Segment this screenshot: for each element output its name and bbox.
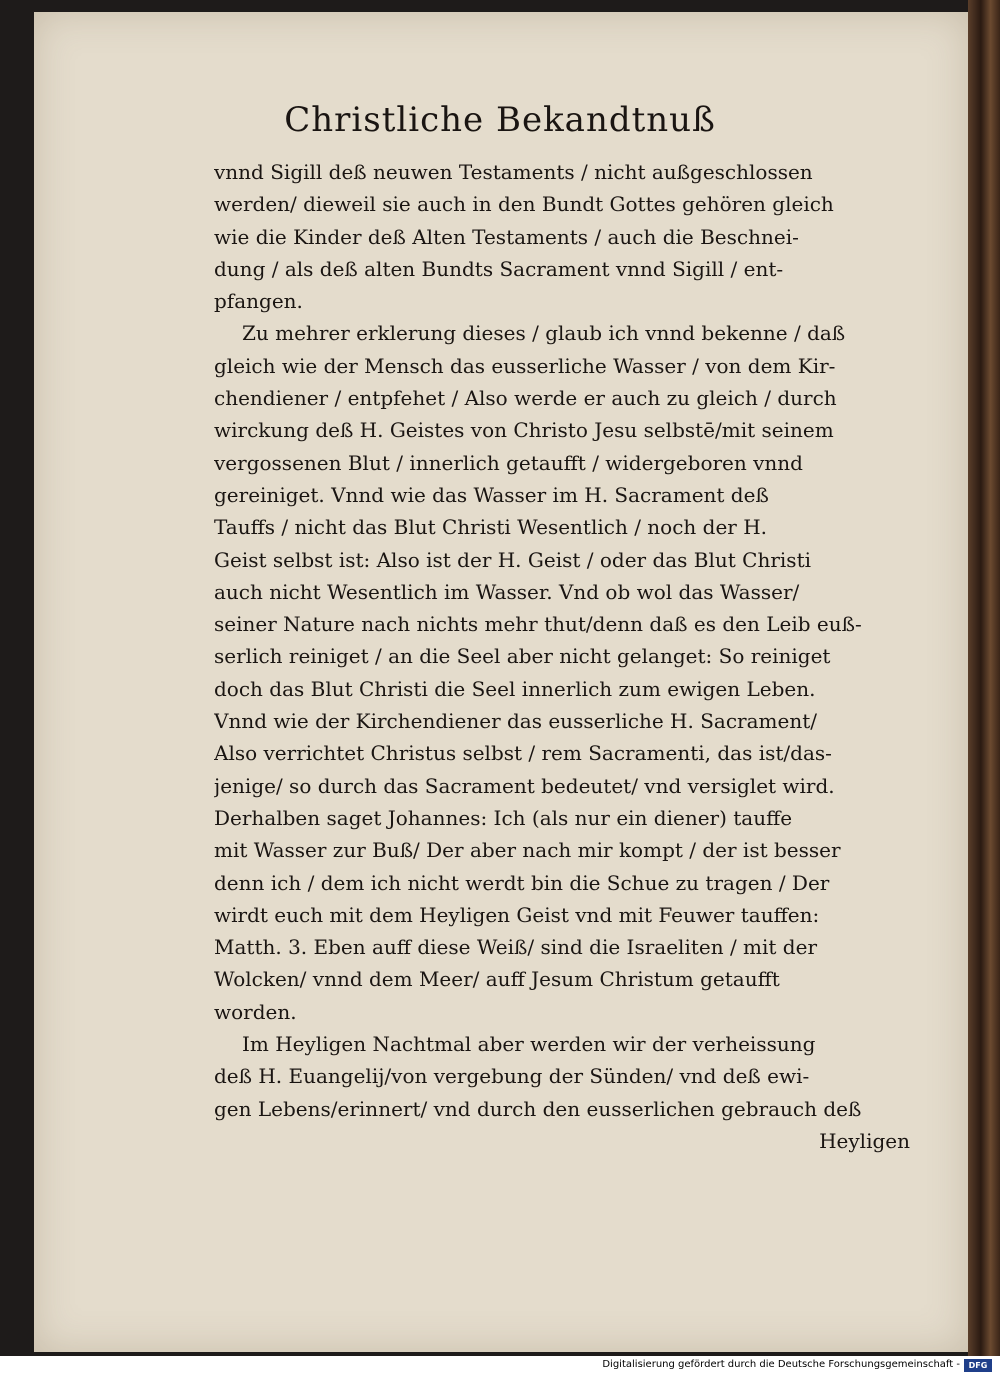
text-line: vergossenen Blut / innerlich getaufft / widergeboren vnnd xyxy=(214,450,803,475)
text-line: worden. xyxy=(214,999,297,1024)
funding-credit: Digitalisierung gefördert durch die Deutsche Forschungsgemeinschaft - xyxy=(602,1359,960,1370)
text-line: werden/ dieweil sie auch in den Bundt Gottes gehören gleich xyxy=(214,192,834,217)
text-line: wirdt euch mit dem Heyligen Geist vnd mit Feuwer tauffen: xyxy=(214,902,820,927)
text-line: wirckung deß H. Geistes von Christo Jesu selbstē/mit seinem xyxy=(214,418,834,443)
text-line: doch das Blut Christi die Seel innerlich zum ewigen Leben. xyxy=(214,676,816,701)
text-line: auch nicht Wesentlich im Wasser. Vnd ob wol das Wasser/ xyxy=(214,579,800,604)
dfg-logo[interactable]: DFG xyxy=(964,1359,992,1372)
text-line: serlich reiniget / an die Seel aber nicht gelanget: So reiniget xyxy=(214,644,831,669)
catchword: Heyligen xyxy=(819,1128,910,1153)
text-line: Im Heyligen Nachtmal aber werden wir der verheissung xyxy=(242,1032,816,1057)
text-line: deß H. Euangelij/von vergebung der Sünden/ vnd deß ewi- xyxy=(214,1064,810,1089)
text-line: Zu mehrer erklerung dieses / glaub ich vnnd bekenne / daß xyxy=(242,321,846,346)
text-line: denn ich / dem ich nicht werdt bin die Schue zu tragen / Der xyxy=(214,870,830,895)
book-spine-edge xyxy=(968,0,1000,1356)
body-text xyxy=(214,156,914,1157)
running-head: Christliche Bekandtnuß xyxy=(284,100,716,140)
text-line: Tauffs / nicht das Blut Christi Wesentlich / noch der H. xyxy=(214,515,768,540)
text-line: Wolcken/ vnnd dem Meer/ auff Jesum Christum getaufft xyxy=(214,967,780,992)
text-line: jenige/ so durch das Sacrament bedeutet/ vnd versiglet wird. xyxy=(214,773,835,798)
text-line: vnnd Sigill deß neuwen Testaments / nicht außgeschlossen xyxy=(214,160,813,184)
text-line: pfangen. xyxy=(214,289,303,314)
text-line: Also verrichtet Christus selbst / rem Sacramenti, das ist/das- xyxy=(214,741,832,766)
text-line: mit Wasser zur Buß/ Der aber nach mir kompt / der ist besser xyxy=(214,838,841,863)
text-line: gen Lebens/erinnert/ vnd durch den eusserlichen gebrauch deß xyxy=(214,1096,862,1121)
text-line: chendiener / entpfehet / Also werde er auch zu gleich / durch xyxy=(214,386,837,411)
text-line: Vnnd wie der Kirchendiener das eusserliche H. Sacrament/ xyxy=(214,709,817,734)
text-line: gereiniget. Vnnd wie das Wasser im H. Sacrament deß xyxy=(214,482,769,507)
text-line: dung / als deß alten Bundts Sacrament vnnd Sigill / ent- xyxy=(214,256,784,281)
text-line: gleich wie der Mensch das eusserliche Wasser / von dem Kir- xyxy=(214,353,836,378)
footer-bar xyxy=(0,1356,1000,1376)
text-line: seiner Nature nach nichts mehr thut/denn daß es den Leib euß- xyxy=(214,612,862,637)
text-line: Geist selbst ist: Also ist der H. Geist / oder das Blut Christi xyxy=(214,547,812,572)
text-line: Matth. 3. Eben auff diese Weiß/ sind die Israeliten / mit der xyxy=(214,935,817,960)
text-line: Derhalben saget Johannes: Ich (als nur ein diener) tauffe xyxy=(214,805,793,830)
text-line: wie die Kinder deß Alten Testaments / auch die Beschnei- xyxy=(214,224,799,249)
